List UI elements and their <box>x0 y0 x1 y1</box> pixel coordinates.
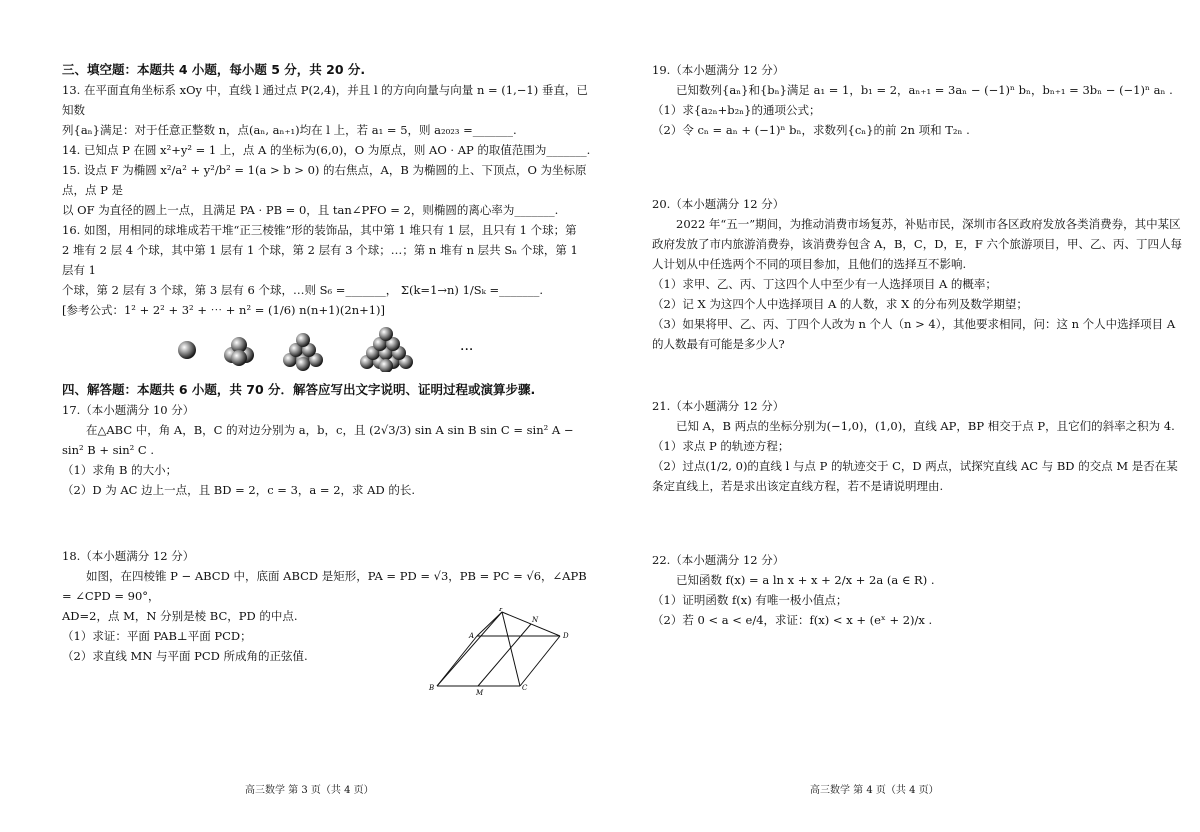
label-M: M <box>476 689 484 697</box>
q22-part2: （2）若 0 < a < e/4，求证：f(x) < x + (eˣ + 2)/x . <box>652 613 933 627</box>
q18-header: 18.（本小题满分 12 分） <box>62 549 195 563</box>
label-C: C <box>522 684 528 692</box>
q20-part2: （2）记 X 为这四个人中选择项目 A 的人数，求 X 的分布列及数学期望； <box>652 297 1028 311</box>
q21-part2: （2）过点(1/2, 0)的直线 l 与点 P 的轨迹交于 C，D 两点，试探究直线 AC 与 BD 的交点 M 是否在某条定直线上，若是求出该定直线方程，若不是请说明理由. <box>652 459 1178 493</box>
page-footer-right: 高三数学 第 4 页（共 4 页） <box>810 785 939 796</box>
q17-header: 17.（本小题满分 10 分） <box>62 403 195 417</box>
q17-part2: （2）D 为 AC 边上一点，且 BD = 2，c = 3，a = 2，求 AD 的长. <box>62 483 416 497</box>
q20-header: 20.（本小题满分 12 分） <box>652 197 785 211</box>
pyramid-2 <box>224 337 254 366</box>
pyramid-diagram <box>427 608 597 738</box>
q15-line2: 以 OF 为直径的圆上一点，且满足 PA · PB = 0，且 tan∠PFO = 2，则椭圆的离心率为_______. <box>62 203 559 217</box>
q16-line1: 16. 如图，用相同的球堆成若干堆“正三棱锥”形的装饰品，其中第 1 堆只有 1 层，且只有 1 个球；第 <box>62 223 577 237</box>
ball-pyramids-figure <box>62 320 592 372</box>
q22-header: 22.（本小题满分 12 分） <box>652 553 785 567</box>
q21-header: 21.（本小题满分 12 分） <box>652 399 785 413</box>
pyramid-4 <box>360 327 413 372</box>
label-B: B <box>429 684 435 692</box>
label-A: A <box>469 632 475 640</box>
q20-part3: （3）如果将甲、乙、丙、丁四个人改为 n 个人（n > 4），其他要求相同，问：这 n 个人中选择项目 A 的人数最有可能是多少人? <box>652 317 1176 351</box>
q20-part1: （1）求甲、乙、丙、丁这四个人中至少有一人选择项目 A 的概率； <box>652 277 997 291</box>
section4-title: 四、解答题：本题共 6 小题，共 70 分．解答应写出文字说明、证明过程或演算步骤. <box>62 382 536 397</box>
q14: 14. 已知点 P 在圆 x²+y² = 1 上，点 A 的坐标为(6,0)，O 为原点，则 AO · AP 的取值范围为_______. <box>62 143 591 157</box>
label-D: D <box>563 632 569 640</box>
page-footer-left: 高三数学 第 3 页（共 4 页） <box>245 785 374 796</box>
q20-stem: 2022 年“五一”期间，为推动消费市场复苏，补贴市民，深圳市各区政府发放各类消费券，其中某区政府发放了市内旅游消费券，该消费券包含 A，B，C，D，E，F 六个旅游项目，甲、乙、丙、丁四人每人计划从中任选两个不同的项目参加，且他们的选择互不影响. <box>652 217 1182 271</box>
pyramid-3 <box>283 333 323 371</box>
q22-part1: （1）证明函数 f(x) 有唯一极小值点； <box>652 593 848 607</box>
q18-stem2: AD=2，点 M，N 分别是棱 BC，PD 的中点. <box>62 609 298 623</box>
q21-part1: （1）求点 P 的轨迹方程； <box>652 439 790 453</box>
continuation-ellipsis: ··· <box>460 342 474 358</box>
q19-stem: 已知数列{aₙ}和{bₙ}满足 a₁ = 1，b₁ = 2，aₙ₊₁ = 3aₙ − (−1)ⁿ bₙ，bₙ₊₁ = 3bₙ − (−1)ⁿ aₙ . <box>676 83 1173 97</box>
q16-reference-formula: [参考公式：1² + 2² + 3² + ⋯ + n² = (1/6) n(n+1)(2n+1)] <box>62 303 386 317</box>
q13-line1: 13. 在平面直角坐标系 xOy 中，直线 l 通过点 P(2,4)，并且 l 的方向向量与向量 n = (1,−1) 垂直，已知数 <box>62 83 588 117</box>
q21-stem: 已知 A，B 两点的坐标分别为(−1,0)，(1,0)，直线 AP，BP 相交于点 P，且它们的斜率之积为 4. <box>676 419 1175 433</box>
left-page-column <box>62 60 592 697</box>
label-P: P <box>499 608 504 613</box>
q15-line1: 15. 设点 F 为椭圆 x²/a² + y²/b² = 1(a > b > 0) 的右焦点，A，B 为椭圆的上、下顶点，O 为坐标原点，点 P 是 <box>62 163 587 197</box>
q18-part2: （2）求直线 MN 与平面 PCD 所成角的正弦值. <box>62 649 308 663</box>
ball-pyramids-svg <box>62 320 522 372</box>
q17-part1: （1）求角 B 的大小； <box>62 463 178 477</box>
pyramid-diagram-svg <box>427 608 597 738</box>
q16-line2: 2 堆有 2 层 4 个球，其中第 1 层有 1 个球，第 2 层有 3 个球；…；第 n 堆有 n 层共 Sₙ 个球，第 1 层有 1 <box>62 243 578 277</box>
q18-stem1: 如图，在四棱锥 P − ABCD 中，底面 ABCD 是矩形，PA = PD = √3，PB = PC = √6，∠APB = ∠CPD = 90°， <box>62 569 587 603</box>
label-N: N <box>532 616 539 624</box>
q19-part1: （1）求{a₂ₙ+b₂ₙ}的通项公式； <box>652 103 821 117</box>
pyramid-1 <box>178 341 196 359</box>
q22-stem: 已知函数 f(x) = a ln x + x + 2/x + 2a (a ∈ R) . <box>676 573 935 587</box>
q16-line3: 个球，第 2 层有 3 个球，第 3 层有 6 个球，…则 S₆ =_______， Σ(k=1→n) 1/Sₖ =_______. <box>62 283 544 297</box>
q18-part1: （1）求证：平面 PAB⊥平面 PCD； <box>62 629 252 643</box>
q17-stem: 在△ABC 中，角 A，B，C 的对边分别为 a，b，c，且 (2√3/3) sin A sin B sin C = sin² A − sin² B + sin² C . <box>62 423 574 457</box>
right-page-column <box>652 60 1182 630</box>
q19-part2: （2）令 cₙ = aₙ + (−1)ⁿ bₙ，求数列{cₙ}的前 2n 项和 T₂ₙ . <box>652 123 970 137</box>
section3-title: 三、填空题：本题共 4 小题，每小题 5 分，共 20 分. <box>62 62 366 77</box>
q19-header: 19.（本小题满分 12 分） <box>652 63 785 77</box>
q13-line2: 列{aₙ}满足：对于任意正整数 n，点(aₙ, aₙ₊₁)均在 l 上，若 a₁ = 5，则 a₂₀₂₃ =_______. <box>62 123 517 137</box>
